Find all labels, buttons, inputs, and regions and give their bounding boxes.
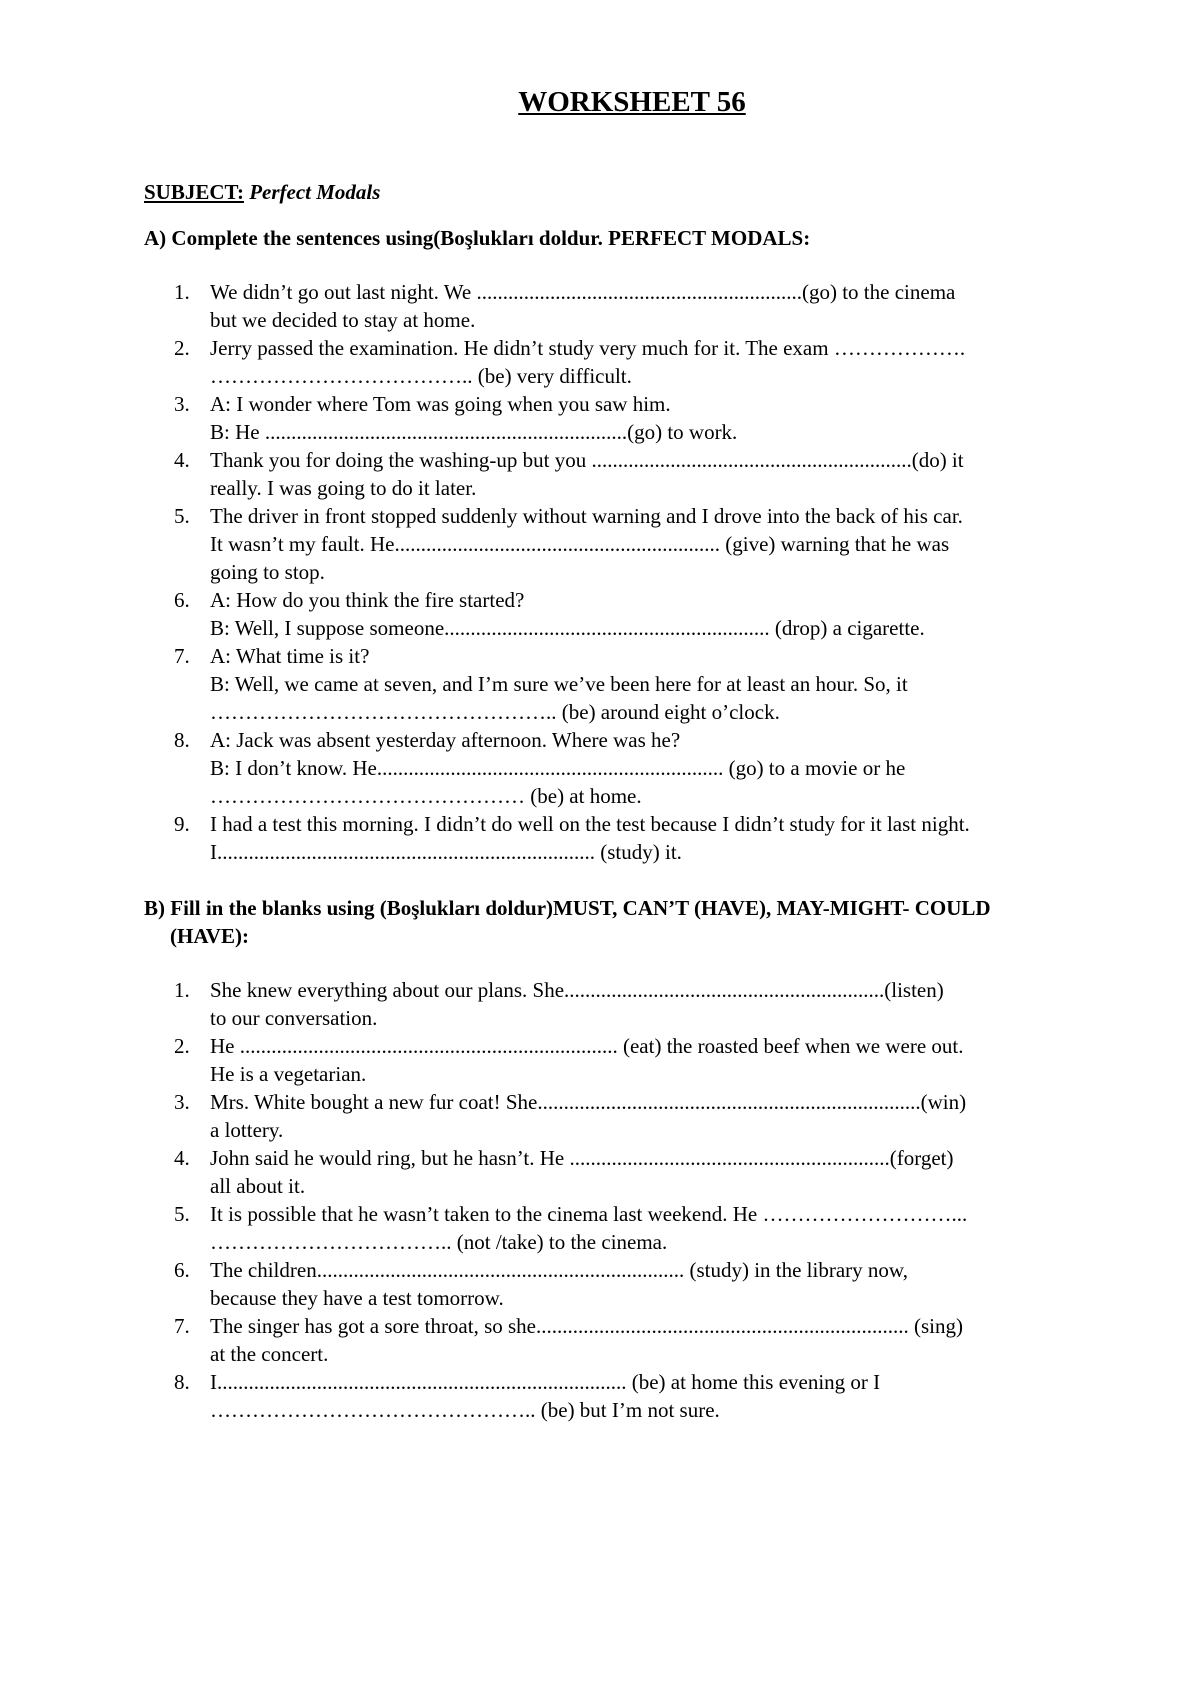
question-text-line: a lottery. <box>210 1118 284 1142</box>
question-text-line: A: How do you think the fire started? <box>210 588 525 612</box>
question-number: 6. <box>174 1258 190 1282</box>
question-number: 1. <box>174 978 190 1002</box>
question-text-line: because they have a test tomorrow. <box>210 1286 504 1310</box>
section-b-question-5 <box>144 1200 1092 1256</box>
question-text-line: but we decided to stay at home. <box>210 308 476 332</box>
question-text-line: at the concert. <box>210 1342 329 1366</box>
question-number: 2. <box>174 1034 190 1058</box>
question-text-line: The driver in front stopped suddenly without warning and I drove into the back of his car. <box>210 504 963 528</box>
section-b-question-3 <box>144 1088 1092 1144</box>
question-text-line: ……………………………………….. (be) but I’m not sure. <box>210 1398 720 1422</box>
section-b-question-7 <box>144 1312 1092 1368</box>
section-b-question-1 <box>144 976 1092 1032</box>
question-text-line: I had a test this morning. I didn’t do well on the test because I didn’t study for it last night. <box>210 812 970 836</box>
question-number: 2. <box>174 336 190 360</box>
section-a-question-3 <box>144 390 1092 446</box>
question-text-line: It is possible that he wasn’t taken to the cinema last weekend. He ………………………... <box>210 1202 968 1226</box>
section-b-question-8 <box>144 1368 1092 1424</box>
question-text-line: John said he would ring, but he hasn’t. He .............................................................(forget) <box>210 1146 954 1170</box>
subject-label: SUBJECT: <box>144 180 244 204</box>
question-text-line: ………………………………………….. (be) around eight o’clock. <box>210 700 780 724</box>
section-a-question-1 <box>144 278 1092 334</box>
question-text-line: A: What time is it? <box>210 644 370 668</box>
question-text-line: going to stop. <box>210 560 325 584</box>
question-text-line: He ........................................................................ (eat) the roasted beef when we were out. <box>210 1034 964 1058</box>
section-a-question-6 <box>144 586 1092 642</box>
section-b-heading-line2: (HAVE): <box>170 924 249 948</box>
question-text-line: It wasn’t my fault. He.............................................................. (give) warning that he was <box>210 532 950 556</box>
section-a-question-4 <box>144 446 1092 502</box>
section-a-question-2 <box>144 334 1092 390</box>
question-text-line: Jerry passed the examination. He didn’t study very much for it. The exam ………………. <box>210 336 966 360</box>
question-text-line: B: Well, I suppose someone.............................................................. (drop) a cigarette. <box>210 616 925 640</box>
section-a-list <box>144 278 1092 866</box>
worksheet-title: WORKSHEET 56 <box>518 86 746 118</box>
question-text-line: She knew everything about our plans. She.............................................................(listen) <box>210 978 944 1002</box>
question-number: 8. <box>174 1370 190 1394</box>
question-number: 8. <box>174 728 190 752</box>
question-text-line: The singer has got a sore throat, so she....................................................................... (sing) <box>210 1314 963 1338</box>
question-number: 9. <box>174 812 190 836</box>
question-text-line: B: I don’t know. He.................................................................. (go) to a movie or he <box>210 756 906 780</box>
section-b-list <box>144 976 1092 1424</box>
question-number: 1. <box>174 280 190 304</box>
section-a-question-8 <box>144 726 1092 810</box>
question-text-line: A: I wonder where Tom was going when you saw him. <box>210 392 671 416</box>
question-number: 6. <box>174 588 190 612</box>
section-b-question-6 <box>144 1256 1092 1312</box>
question-text-line: B: He .....................................................................(go) to work. <box>210 420 738 444</box>
section-b-question-2 <box>144 1032 1092 1088</box>
question-text-line: ……………………………….. (be) very difficult. <box>210 364 632 388</box>
question-text-line: A: Jack was absent yesterday afternoon. Where was he? <box>210 728 681 752</box>
question-text-line: I.............................................................................. (be) at home this evening or I <box>210 1370 881 1394</box>
question-number: 4. <box>174 1146 190 1170</box>
section-a-question-7 <box>144 642 1092 726</box>
section-a-question-5 <box>144 502 1092 586</box>
question-text-line: Thank you for doing the washing-up but you .............................................................(do) it <box>210 448 964 472</box>
question-number: 4. <box>174 448 190 472</box>
subject-value: Perfect Modals <box>249 180 381 204</box>
question-text-line: The children...................................................................... (study) in the library now, <box>210 1258 908 1282</box>
question-text-line: to our conversation. <box>210 1006 378 1030</box>
question-text-line: …………………………….. (not /take) to the cinema. <box>210 1230 668 1254</box>
question-text-line: really. I was going to do it later. <box>210 476 477 500</box>
question-text-line: I........................................................................ (study) it. <box>210 840 682 864</box>
section-a-question-9 <box>144 810 1092 866</box>
section-b-heading <box>144 894 1092 950</box>
question-text-line: We didn’t go out last night. We ..............................................................(go) to the cinema <box>210 280 956 304</box>
question-text-line: B: Well, we came at seven, and I’m sure we’ve been here for at least an hour. So, it <box>210 672 908 696</box>
section-b-heading-line1: B) Fill in the blanks using (Boşlukları doldur)MUST, CAN’T (HAVE), MAY-MIGHT- COULD <box>144 896 991 920</box>
question-number: 3. <box>174 1090 190 1114</box>
question-text-line: all about it. <box>210 1174 306 1198</box>
subject-line <box>144 178 1092 206</box>
section-a-heading: A) Complete the sentences using(Boşlukları doldur. PERFECT MODALS: <box>144 226 811 250</box>
question-text-line: He is a vegetarian. <box>210 1062 367 1086</box>
question-text-line: Mrs. White bought a new fur coat! She.........................................................................(win) <box>210 1090 967 1114</box>
question-number: 3. <box>174 392 190 416</box>
section-b-question-4 <box>144 1144 1092 1200</box>
question-text-line: ……………………………………… (be) at home. <box>210 784 642 808</box>
question-number: 7. <box>174 1314 190 1338</box>
question-number: 5. <box>174 1202 190 1226</box>
question-number: 5. <box>174 504 190 528</box>
question-number: 7. <box>174 644 190 668</box>
